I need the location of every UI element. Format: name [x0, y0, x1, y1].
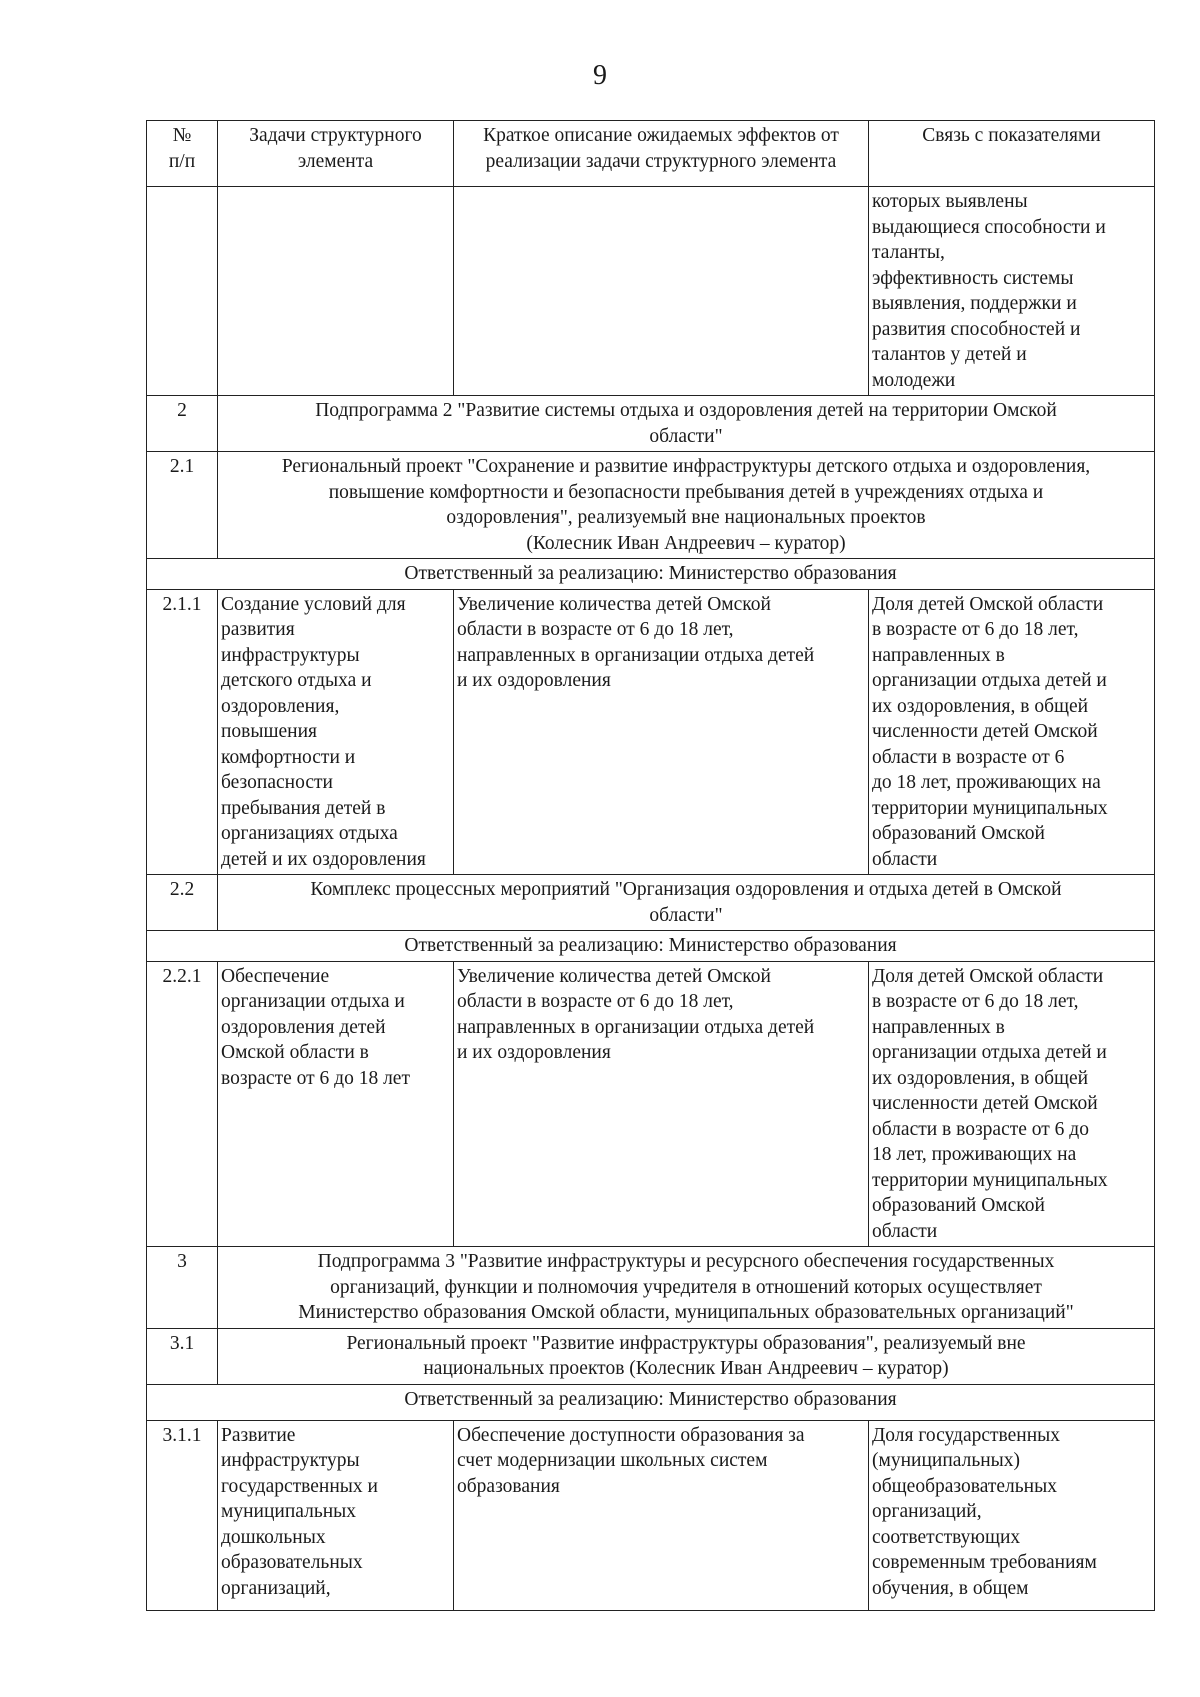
responsible-row: [147, 1384, 1155, 1420]
structural-elements-table: [146, 120, 1155, 1611]
effect-cell: Обеспечение доступности образования за счет модернизации школьных систем образования: [454, 1420, 869, 1610]
row-number: [147, 187, 218, 396]
row-number: 3.1.1: [147, 1420, 218, 1610]
row-number: 2: [147, 396, 218, 452]
task-cell: Обеспечение организации отдыха и оздоровления детей Омской области в возрасте от 6 до 18 лет: [218, 961, 454, 1247]
task-cell: Создание условий для развития инфраструктуры детского отдыха и оздоровления, повышения комфортности и безопасности пребывания детей в организациях отдыха детей и их оздоровления: [218, 589, 454, 875]
responsible-row: [147, 559, 1155, 590]
header-effects: Краткое описание ожидаемых эффектов от реализации задачи структурного элемента: [454, 121, 869, 187]
table-header-row: [147, 121, 1155, 187]
responsible-row: [147, 931, 1155, 962]
responsible-text: Ответственный за реализацию: Министерство образования: [147, 1384, 1155, 1420]
effect-cell: Увеличение количества детей Омской области в возрасте от 6 до 18 лет, направленных в организации отдыха детей и их оздоровления: [454, 589, 869, 875]
indicator-cell: Доля государственных (муниципальных) общеобразовательных организаций, соответствующих современным требованиям обучения, в общем: [869, 1420, 1155, 1610]
header-number: № п/п: [147, 121, 218, 187]
project-title: Региональный проект "Развитие инфраструктуры образования", реализуемый вне национальных проектов (Колесник Иван Андреевич – куратор): [218, 1328, 1155, 1384]
indicator-cell: которых выявлены выдающиеся способности и таланты, эффективность системы выявления, поддержки и развития способностей и талантов у детей и молодежи: [869, 187, 1155, 396]
row-number: 3: [147, 1247, 218, 1329]
table-row: [147, 187, 1155, 396]
header-tasks: Задачи структурного элемента: [218, 121, 454, 187]
table-row: [147, 589, 1155, 875]
indicator-cell: Доля детей Омской области в возрасте от 6 до 18 лет, направленных в организации отдыха детей и их оздоровления, в общей численности детей Омской области в возрасте от 6 до 18 лет, проживающих на территории муниципальных образований Омской области: [869, 589, 1155, 875]
subprogram-title: Подпрограмма 2 "Развитие системы отдыха и оздоровления детей на территории Омской области": [218, 396, 1155, 452]
project-row: [147, 452, 1155, 559]
page-number: 9: [593, 60, 607, 91]
task-cell: [218, 187, 454, 396]
row-number: 2.2.1: [147, 961, 218, 1247]
subprogram-title: Подпрограмма 3 "Развитие инфраструктуры и ресурсного обеспечения государственных организаций, функции и полномочия учредителя в отношений которых осуществляет Министерство образования Омской области, муниципальных образовательных организаций": [218, 1247, 1155, 1329]
task-cell: Развитие инфраструктуры государственных и муниципальных дошкольных образовательных организаций,: [218, 1420, 454, 1610]
row-number: 2.1.1: [147, 589, 218, 875]
project-title: Региональный проект "Сохранение и развитие инфраструктуры детского отдыха и оздоровления, повышение комфортности и безопасности пребывания детей в учреждениях отдыха и оздоровления", реализуемый вне национальных проектов (Колесник Иван Андреевич – куратор): [218, 452, 1155, 559]
indicator-cell: Доля детей Омской области в возрасте от 6 до 18 лет, направленных в организации отдыха детей и их оздоровления, в общей численности детей Омской области в возрасте от 6 до 18 лет, проживающих на территории муниципальных образований Омской области: [869, 961, 1155, 1247]
row-number: 2.2: [147, 875, 218, 931]
subprogram-row: [147, 1247, 1155, 1329]
table-row: [147, 961, 1155, 1247]
subprogram-row: [147, 396, 1155, 452]
effect-cell: Увеличение количества детей Омской области в возрасте от 6 до 18 лет, направленных в организации отдыха детей и их оздоровления: [454, 961, 869, 1247]
project-row: [147, 1328, 1155, 1384]
header-indicators: Связь с показателями: [869, 121, 1155, 187]
effect-cell: [454, 187, 869, 396]
row-number: 2.1: [147, 452, 218, 559]
row-number: 3.1: [147, 1328, 218, 1384]
process-complex-title: Комплекс процессных мероприятий "Организация оздоровления и отдыха детей в Омской области": [218, 875, 1155, 931]
process-complex-row: [147, 875, 1155, 931]
responsible-text: Ответственный за реализацию: Министерство образования: [147, 559, 1155, 590]
responsible-text: Ответственный за реализацию: Министерство образования: [147, 931, 1155, 962]
table-row: [147, 1420, 1155, 1610]
